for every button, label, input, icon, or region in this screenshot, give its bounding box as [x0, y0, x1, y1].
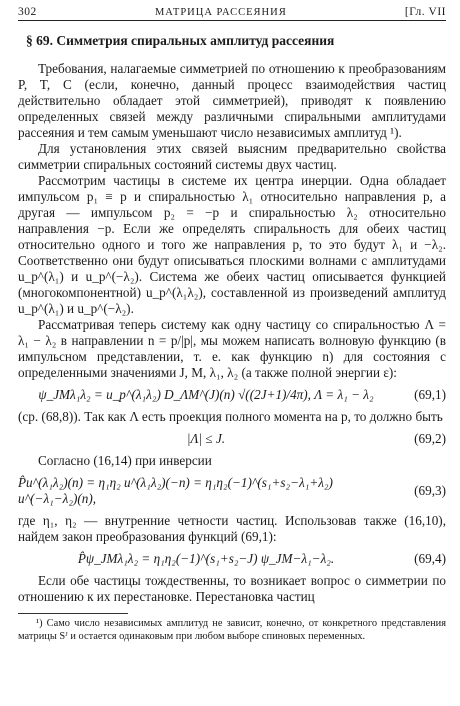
equation-69-2 [18, 431, 446, 447]
paragraph-5: (ср. (68,8)). Так как Λ есть проекция полного момента на p, то должно быть [18, 409, 443, 424]
paragraph-1: Требования, налагаемые симметрией по отношению к преобразованиям P, T, C (если, конечно, данный процесс взаимодействия частиц действительно обладает этой симметрией), приводят к появлению определенных связей между различными спиральными амплитудами рассеяния и тем самым уменьшают число независимых амплитуд ¹). [18, 61, 446, 140]
equation-69-1 [18, 387, 446, 403]
equation-69-3 [18, 475, 446, 507]
paragraph-4: Рассматривая теперь систему как одну частицу со спиральностью Λ = λ₁ − λ₂ в направлении n = p/|p|, мы можем написать волновую функцию (в импульсном представлении, т. е. как функцию n) для состояния с определенными значениями J, M, λ₁, λ₂ (а также полной энергии ε): [18, 317, 446, 380]
equation-body: ψ_JMλ₁λ₂ = u_p^(λ₁λ₂) D_ΛM^(J)(n) √((2J+1)/4π), Λ = λ₁ − λ₂ [38, 387, 374, 402]
footnote-divider [18, 613, 128, 614]
section-title: § 69. Симметрия спиральных амплитуд рассеяния [26, 33, 335, 48]
equation-number: (69,1) [414, 387, 446, 402]
equation-69-4 [18, 551, 446, 567]
paragraph-7: где η₁, η₂ — внутренние четности частиц. Использовав также (16,10), найдем закон преобразования функций (69,1): [18, 513, 446, 544]
equation-number: (69,3) [414, 483, 446, 498]
paragraph-8: Если обе частицы тождественны, то возникает вопрос о симметрии по отношению к их перестановке. Перестановка частиц [18, 573, 446, 604]
equation-body: |Λ| ≤ J. [186, 431, 226, 446]
book-page [18, 6, 446, 643]
paragraph-2: Для установления этих связей выясним предварительно свойства симметрии спиральных состояний системы двух частиц. [18, 141, 446, 172]
running-head [18, 6, 446, 21]
equation-number: (69,4) [414, 551, 446, 566]
page-number: 302 [18, 6, 37, 18]
paragraph-3: Рассмотрим частицы в системе их центра инерции. Одна обладает импульсом p₁ ≡ p и спиральностью λ₁ относительно направления p, а другая — импульсом p₂ = −p и спиральностью λ₂ относительно направления −p. Если же определять спиральность для обеих частиц относительно одного и того же направления p, то это будут λ₁ и −λ₂. Соответственно они будут описываться плоскими волнами с амплитудами u_p^(λ₁) и u_p^(−λ₂). Система же обеих частиц описывается функцией (многокомпонентной) u_p^(λ₁λ₂), составленной из произведений амплитуд u_p^(λ₁) и u_p^(−λ₂). [18, 173, 446, 316]
equation-number: (69,2) [414, 431, 446, 446]
running-title: МАТРИЦА РАССЕЯНИЯ [154, 7, 287, 18]
chapter-label: [Гл. VII [404, 6, 446, 18]
equation-body: P̂u^(λ₁λ₂)(n) = η₁η₂ u^(λ₁λ₂)(−n) = η₁η₂(−1)^(s₁+s₂−λ₁+λ₂) u^(−λ₁−λ₂)(n), [18, 475, 333, 506]
paragraph-6: Согласно (16,14) при инверсии [38, 453, 212, 468]
equation-body: P̂ψ_JMλ₁λ₂ = η₁η₂(−1)^(s₁+s₂−J) ψ_JM−λ₁−λ₂. [77, 551, 335, 566]
footnote: ¹) Само число независимых амплитуд не зависит, конечно, от конкретного представления матрицы Sᴶ и остается одинаковым при любом выборе спиновых переменных. [18, 618, 446, 642]
